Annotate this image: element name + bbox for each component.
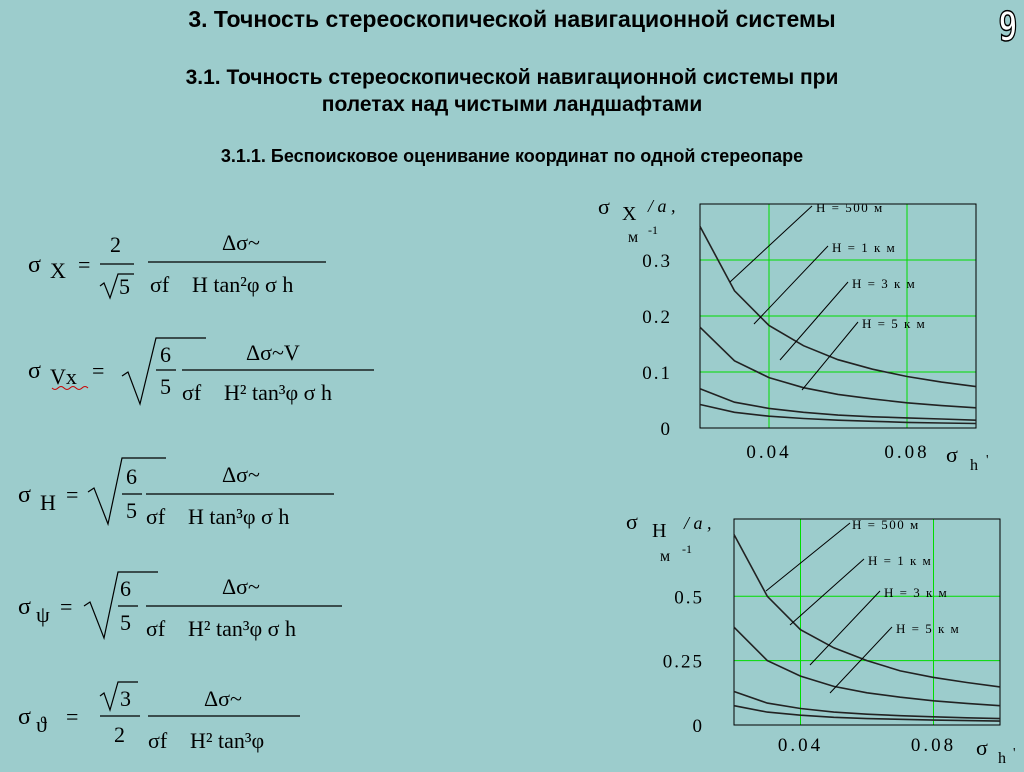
formula-sigma-psi — [16, 566, 356, 656]
formula-eq: = — [60, 594, 73, 619]
formula-sigma-psi-svg — [16, 566, 356, 656]
chart-ylabel-sub: H — [652, 520, 667, 542]
y-tick-label: 0.3 — [642, 251, 672, 272]
section-title — [0, 64, 1024, 118]
formula-coef-den: 5 — [119, 274, 130, 299]
series-label-3: H = 3 к м — [884, 585, 949, 600]
y-tick-label: 0 — [660, 419, 672, 440]
formula-coef-den: 2 — [114, 722, 125, 747]
formula-sigma-h-svg — [16, 452, 356, 542]
page-number: 9 — [998, 4, 1018, 50]
formula-lhs-sub: ϑ — [36, 712, 47, 737]
section-title-line-1: 3.1. Точность стереоскопической навигационной системы при — [185, 66, 839, 89]
chart-xlabel-sub: h — [970, 457, 978, 474]
formula-eq: = — [66, 482, 79, 507]
formula-lhs: σ — [28, 358, 41, 384]
series-leader-2 — [790, 559, 864, 625]
series-label-2: H = 1 к м — [832, 240, 897, 255]
formula-den-a: σf — [146, 616, 166, 641]
series-label-2: H = 1 к м — [868, 553, 933, 568]
x-tick-label: 0.08 — [884, 442, 930, 463]
chart-ylabel-tail: / a , — [684, 513, 712, 533]
chart-plot-area — [700, 204, 976, 428]
formula-sigma-vx-svg — [26, 332, 386, 422]
series-label-1: H = 500 м — [852, 517, 920, 532]
formula-numerator: Δσ~ — [222, 574, 260, 599]
chart-yunit: м — [628, 229, 639, 246]
chart-sigma-h — [620, 505, 1024, 768]
chart-yunit-exp: -1 — [648, 223, 658, 237]
chart-ylabel-tail: / a , — [648, 196, 676, 216]
formula-coef-num: 6 — [126, 464, 137, 489]
formula-eq: = — [92, 358, 105, 383]
formula-den-b: H² tan³φ σ h — [224, 380, 333, 405]
formula-eq: = — [66, 704, 79, 729]
formula-numerator: Δσ~V — [246, 340, 300, 365]
formula-den-a: σf — [182, 380, 202, 405]
y-tick-label: 0.25 — [662, 651, 704, 673]
chart-xlabel-main: σ — [946, 442, 958, 467]
formula-den-b: H² tan³φ — [190, 728, 265, 753]
formula-coef-den: 5 — [160, 374, 171, 399]
chart-sigma-x — [590, 190, 1020, 480]
chart-ylabel-main: σ — [598, 194, 610, 219]
formula-lhs-sub: Vx — [50, 364, 77, 389]
formula-coef-num: 2 — [110, 232, 121, 257]
y-tick-label: 0.5 — [674, 587, 704, 609]
chart-xlabel-sub: h — [998, 750, 1006, 767]
formula-coef-den: 5 — [120, 610, 131, 635]
formula-lhs-sub: ψ — [36, 602, 50, 627]
section-title-line-2: полетах над чистыми ландшафтами — [321, 93, 703, 116]
series-leader-3 — [780, 282, 848, 360]
chart-yunit: м — [660, 548, 671, 565]
formula-numerator: Δσ~ — [222, 462, 260, 487]
formula-lhs: σ — [18, 482, 31, 508]
formula-den-a: σf — [150, 272, 170, 297]
series-label-1: H = 500 м — [816, 200, 884, 215]
formula-coef-num: 3 — [120, 686, 131, 711]
formula-den-b: H tan³φ σ h — [188, 504, 290, 529]
formula-sigma-theta-svg — [16, 676, 316, 766]
y-tick-label: 0.2 — [642, 307, 672, 328]
series-label-4: H = 5 к м — [896, 621, 961, 636]
series-line-2 — [734, 627, 1000, 706]
series-line-4 — [700, 405, 976, 424]
series-leader-4 — [830, 627, 892, 693]
chart-ylabel-sub: X — [622, 203, 637, 225]
chart-xlabel-main: σ — [976, 735, 988, 760]
formula-lhs-sub: H — [40, 490, 56, 515]
formula-sigma-h — [16, 452, 356, 542]
formula-lhs: σ — [18, 594, 31, 620]
series-line-3 — [734, 692, 1000, 719]
formula-den-b: H² tan³φ σ h — [188, 616, 297, 641]
series-label-4: H = 5 к м — [862, 316, 927, 331]
page-title: 3. Точность стереоскопической навигационной системы — [188, 6, 836, 32]
formula-numerator: Δσ~ — [204, 686, 242, 711]
chart-yunit-exp: -1 — [682, 542, 692, 556]
formula-lhs: σ — [18, 704, 31, 730]
formula-sigma-vx — [26, 332, 386, 422]
y-tick-label: 0.1 — [642, 363, 672, 384]
formula-lhs-sub: X — [50, 258, 66, 283]
formula-coef-num: 6 — [120, 576, 131, 601]
formula-eq: = — [78, 252, 91, 277]
series-leader-1 — [730, 206, 812, 282]
series-leader-1 — [766, 523, 850, 591]
formula-lhs: σ — [28, 252, 41, 278]
series-line-2 — [700, 327, 976, 408]
formula-numerator: Δσ~ — [222, 230, 260, 255]
formula-coef-num: 6 — [160, 342, 171, 367]
formula-sigma-x — [26, 228, 346, 308]
formula-den-a: σf — [146, 504, 166, 529]
series-leader-3 — [810, 591, 880, 665]
formula-sigma-x-svg — [26, 228, 346, 308]
x-tick-label: 0.04 — [777, 735, 824, 756]
formula-coef-den: 5 — [126, 498, 137, 523]
chart-ylabel-main: σ — [626, 509, 638, 534]
chart-xlabel-tail: ' — [1013, 746, 1016, 761]
formula-den-b: H tan²φ σ h — [192, 272, 294, 297]
sqrt-sign — [100, 682, 138, 710]
series-leader-2 — [754, 246, 828, 324]
series-leader-4 — [802, 322, 858, 390]
x-tick-label: 0.04 — [746, 442, 792, 463]
chart-xlabel-tail: ' — [986, 453, 989, 468]
subsection-title: 3.1.1. Беспоисковое оценивание координат по одной стереопаре — [220, 146, 804, 166]
formula-sigma-theta — [16, 676, 316, 766]
x-tick-label: 0.08 — [910, 735, 957, 756]
formula-den-a: σf — [148, 728, 168, 753]
y-tick-label: 0 — [692, 716, 704, 737]
series-label-3: H = 3 к м — [852, 276, 917, 291]
